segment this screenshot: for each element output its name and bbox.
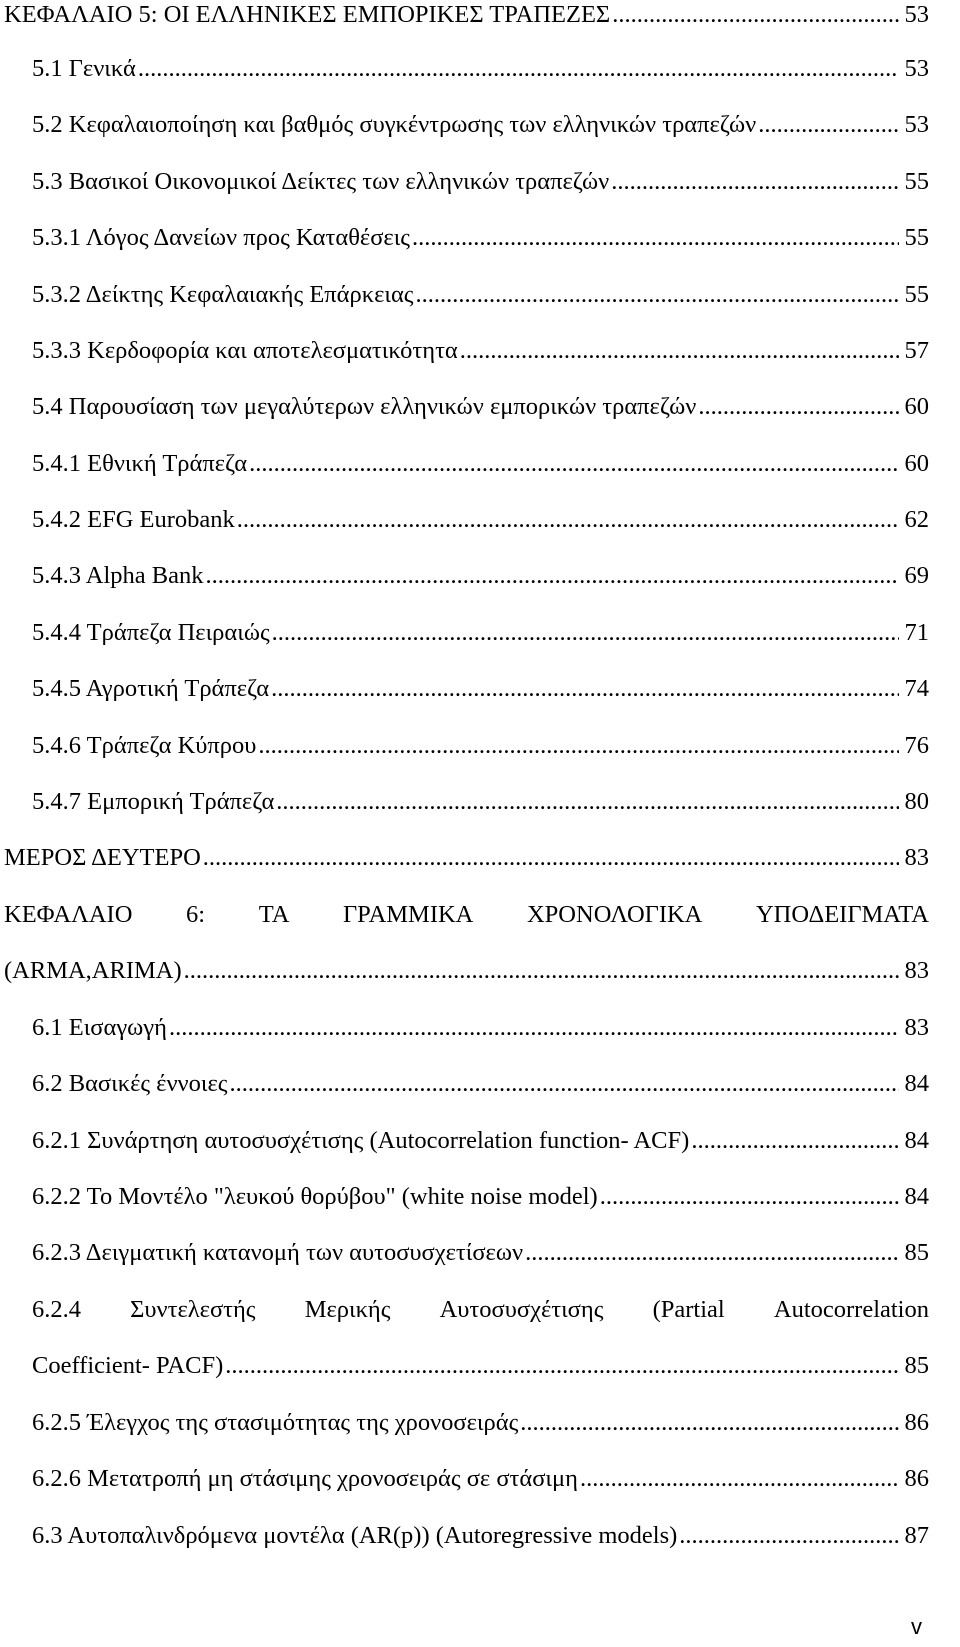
- title-word: ΧΡΟΝΟΛΟΓΙΚΑ: [526, 901, 703, 928]
- toc-entry-title: 5.3.2 Δείκτης Κεφαλαιακής Επάρκειας: [32, 281, 414, 308]
- toc-entry-page: 84: [904, 1127, 929, 1154]
- toc-entry-page: 85: [904, 1239, 929, 1266]
- toc-entry-title-line1: [4, 900, 929, 930]
- toc-leader-dots: [276, 787, 898, 817]
- toc-entry-page: 80: [904, 788, 929, 815]
- toc-entry-page: 53: [904, 111, 929, 138]
- title-word: 6.2.4: [32, 1296, 81, 1323]
- toc-entry-title: 5.4.7 Εμπορική Τράπεζα: [32, 788, 275, 815]
- toc-entry-5-4-5[interactable]: [32, 674, 929, 704]
- toc-leader-dots: [612, 0, 898, 30]
- toc-leader-dots: [203, 843, 899, 873]
- toc-entry-title: 6.1 Εισαγωγή: [32, 1014, 167, 1041]
- title-word: Μερικής: [304, 1296, 391, 1323]
- toc-entry-title: 6.2.1 Συνάρτηση αυτοσυσχέτισης (Autocorrelation function- ACF): [32, 1127, 690, 1154]
- toc-entry-5-4-3[interactable]: [32, 561, 929, 591]
- toc-entry-6-2-6[interactable]: [32, 1464, 929, 1494]
- toc-entry-title: 6.2.2 Το Μοντέλο "λευκού θορύβου" (white noise model): [32, 1183, 598, 1210]
- toc-leader-dots: [225, 1351, 898, 1381]
- toc-entry-part-two[interactable]: [4, 843, 929, 873]
- toc-entry-page: 60: [904, 393, 929, 420]
- toc-entry-title: 5.4.1 Εθνική Τράπεζα: [32, 450, 248, 477]
- toc-leader-dots: [138, 54, 899, 84]
- toc-entry-5-4-1[interactable]: [32, 449, 929, 479]
- toc-entry-title: 6.3 Αυτοπαλινδρόμενα μοντέλα (AR(p)) (Autoregressive models): [32, 1522, 678, 1549]
- toc-leader-dots: [249, 449, 898, 479]
- toc-leader-dots: [611, 167, 898, 197]
- toc-entry-6-2-2[interactable]: [32, 1182, 929, 1212]
- toc-leader-dots: [679, 1521, 898, 1551]
- toc-entry-6-2[interactable]: [32, 1069, 929, 1099]
- toc-entry-title: 5.4.6 Τράπεζα Κύπρου: [32, 732, 257, 759]
- title-word: ΤΑ: [258, 901, 290, 928]
- toc-leader-dots: [698, 392, 898, 422]
- toc-entry-title: 5.2 Κεφαλαιοποίηση και βαθμός συγκέντρωσης των ελληνικών τραπεζών: [32, 111, 757, 138]
- toc-entry-page: 84: [904, 1070, 929, 1097]
- toc-entry-title-line1: [32, 1295, 929, 1325]
- toc-entry-page: 55: [904, 168, 929, 195]
- toc-entry-title: 6.2 Βασικές έννοιες: [32, 1070, 228, 1097]
- toc-entry-title: 6.2.3 Δειγματική κατανομή των αυτοσυσχετίσεων: [32, 1239, 524, 1266]
- toc-leader-dots: [206, 561, 899, 591]
- toc-entry-page: 87: [904, 1522, 929, 1549]
- toc-entry-title: 5.4.3 Alpha Bank: [32, 562, 204, 589]
- page-number: v: [911, 1614, 922, 1639]
- toc-leader-dots: [600, 1182, 899, 1212]
- toc-entry-page: 86: [904, 1409, 929, 1436]
- toc-entry-5-3-1[interactable]: [32, 223, 929, 253]
- toc-entry-5-4-2[interactable]: [32, 505, 929, 535]
- toc-entry-title: (ARMA,ARIMA): [4, 957, 182, 984]
- toc-entry-5-4-6[interactable]: [32, 731, 929, 761]
- toc-entry-6-1[interactable]: [32, 1013, 929, 1043]
- title-word: ΥΠΟΔΕΙΓΜΑΤΑ: [755, 901, 929, 928]
- toc-entry-title: ΚΕΦΑΛΑΙΟ 5: ΟΙ ΕΛΛΗΝΙΚΕΣ ΕΜΠΟΡΙΚΕΣ ΤΡΑΠΕΖΕΣ: [4, 1, 611, 28]
- toc-leader-dots: [229, 1069, 898, 1099]
- toc-entry-page: 60: [904, 450, 929, 477]
- title-word: ΚΕΦΑΛΑΙΟ: [4, 901, 133, 928]
- toc-entry-title: 5.4.4 Τράπεζα Πειραιώς: [32, 619, 270, 646]
- toc-entry-title: ΜΕΡΟΣ ΔΕΥΤΕΡΟ: [4, 844, 201, 871]
- toc-entry-title: 5.3.1 Λόγος Δανείων προς Καταθέσεις: [32, 224, 411, 251]
- toc-entry-page: 71: [904, 619, 929, 646]
- title-word: Συντελεστής: [130, 1296, 256, 1323]
- toc-entry-title: 5.4.2 EFG Eurobank: [32, 506, 235, 533]
- toc-entry-page: 69: [904, 562, 929, 589]
- title-word: Autocorrelation: [773, 1296, 929, 1323]
- toc-entry-page: 55: [904, 281, 929, 308]
- toc-entry-6-3[interactable]: [32, 1521, 929, 1551]
- toc-entry-page: 85: [904, 1352, 929, 1379]
- toc-entry-title: 5.3.3 Κερδοφορία και αποτελεσματικότητα: [32, 337, 458, 364]
- toc-entry-page: 74: [904, 675, 929, 702]
- toc-entry-page: 83: [904, 957, 929, 984]
- toc-entry-page: 76: [904, 732, 929, 759]
- toc-leader-dots: [271, 674, 898, 704]
- toc-entry-5-3-2[interactable]: [32, 280, 929, 310]
- toc-leader-dots: [237, 505, 899, 535]
- title-word: 6:: [186, 901, 206, 928]
- toc-leader-dots: [258, 731, 898, 761]
- toc-entry-title: 5.4 Παρουσίαση των μεγαλύτερων ελληνικών εμπορικών τραπεζών: [32, 393, 697, 420]
- toc-entry-page: 83: [904, 844, 929, 871]
- toc-entry-6-2-3[interactable]: [32, 1238, 929, 1268]
- toc-entry-page: 53: [904, 1, 929, 28]
- title-word: (Partial: [652, 1296, 725, 1323]
- toc-entry-5-1[interactable]: [32, 54, 929, 84]
- toc-entry-title: 5.3 Βασικοί Οικονομικοί Δείκτες των ελληνικών τραπεζών: [32, 168, 610, 195]
- toc-leader-dots: [416, 280, 899, 310]
- toc-entry-page: 84: [904, 1183, 929, 1210]
- toc-entry-chapter-5[interactable]: [4, 0, 929, 30]
- toc-entry-page: 86: [904, 1465, 929, 1492]
- toc-leader-dots: [184, 956, 899, 986]
- toc-leader-dots: [460, 336, 899, 366]
- toc-entry-5-4-4[interactable]: [32, 618, 929, 648]
- toc-entry-6-2-5[interactable]: [32, 1408, 929, 1438]
- title-word: ΓΡΑΜΜΙΚΑ: [343, 901, 474, 928]
- toc-entry-title: Coefficient- PACF): [32, 1352, 224, 1379]
- toc-entry-5-4-7[interactable]: [32, 787, 929, 817]
- toc-entry-title: 6.2.6 Μετατροπή μη στάσιμης χρονοσειράς σε στάσιμη: [32, 1465, 578, 1492]
- toc-leader-dots: [525, 1238, 898, 1268]
- toc-entry-page: 55: [904, 224, 929, 251]
- toc-entry-5-2[interactable]: [32, 110, 929, 140]
- toc-entry-6-2-1[interactable]: [32, 1126, 929, 1156]
- toc-entry-title-line2: [32, 1351, 929, 1381]
- toc-leader-dots: [691, 1126, 898, 1156]
- toc-entry-title-line2: [4, 956, 929, 986]
- toc-leader-dots: [412, 223, 898, 253]
- title-word: Αυτοσυσχέτισης: [439, 1296, 604, 1323]
- toc-leader-dots: [580, 1464, 899, 1494]
- toc-entry-5-4[interactable]: [32, 392, 929, 422]
- toc-entry-5-3-3[interactable]: [32, 336, 929, 366]
- toc-entry-title: 6.2.5 Έλεγχος της στασιμότητας της χρονοσειράς: [32, 1409, 519, 1436]
- toc-entry-page: 57: [904, 337, 929, 364]
- toc-entry-5-3[interactable]: [32, 167, 929, 197]
- toc-leader-dots: [520, 1408, 898, 1438]
- toc-entry-title: 5.4.5 Αγροτική Τράπεζα: [32, 675, 270, 702]
- toc-entry-page: 53: [904, 55, 929, 82]
- toc-leader-dots: [169, 1013, 899, 1043]
- toc-entry-title: 5.1 Γενικά: [32, 55, 136, 82]
- toc-leader-dots: [758, 110, 898, 140]
- toc-leader-dots: [272, 618, 899, 648]
- toc-entry-page: 83: [904, 1014, 929, 1041]
- toc-entry-page: 62: [904, 506, 929, 533]
